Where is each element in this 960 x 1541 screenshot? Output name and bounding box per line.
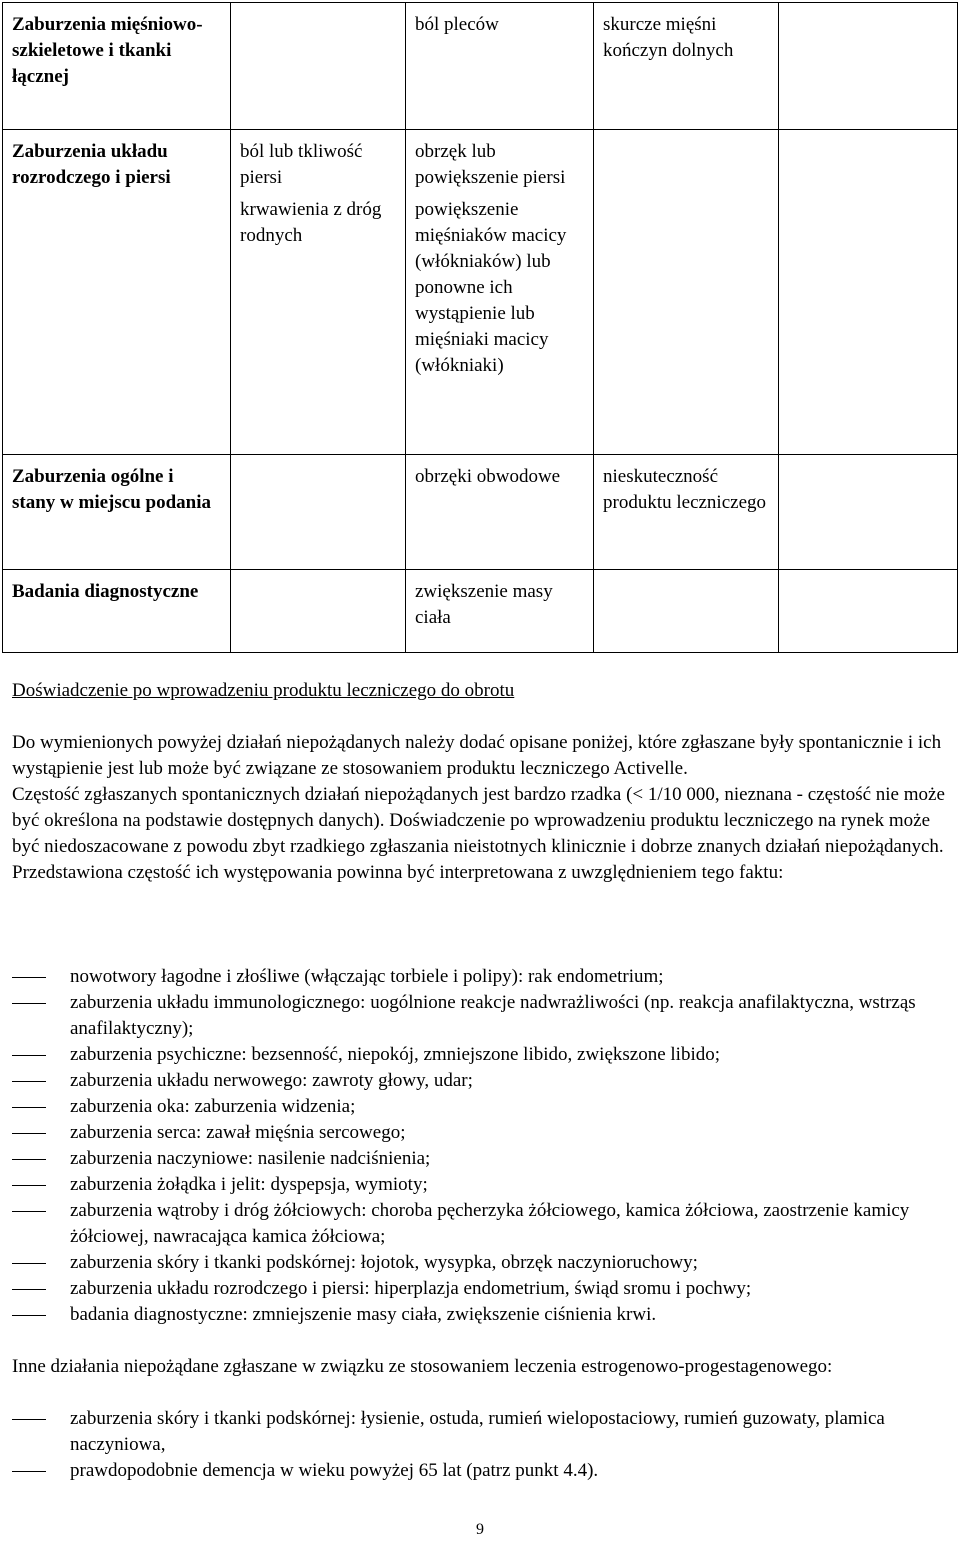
list-item: zaburzenia układu immunologicznego: uogólnione reakcje nadwrażliwości (np. reakcja anafilaktyczna, wstrząs anafilaktyczny); [12, 990, 947, 1042]
list-item: zaburzenia skóry i tkanki podskórnej: łojotok, wysypka, obrzęk naczynioruchowy; [12, 1250, 947, 1276]
frequency-cell [406, 3, 594, 130]
frequency-cell [231, 3, 406, 130]
list-item: nowotwory łagodne i złośliwe (włączając torbiele i polipy): rak endometrium; [12, 964, 947, 990]
reaction-text: krwawienia z dróg rodnych [240, 199, 382, 246]
reaction-text: powiększenie mięśniaków macicy (włókniaków) lub ponowne ich wystąpienie lub mięśniaki macicy (włókniaki) [415, 199, 567, 376]
list-item: zaburzenia naczyniowe: nasilenie nadciśnienia; [12, 1146, 947, 1172]
table-row [3, 3, 958, 130]
reaction-text: skurcze mięśni kończyn dolnych [603, 14, 734, 61]
adverse-reactions-table [2, 2, 958, 653]
frequency-cell [231, 570, 406, 653]
frequency-cell [231, 130, 406, 455]
list-item: zaburzenia oka: zaburzenia widzenia; [12, 1094, 947, 1120]
intro-paragraphs [12, 730, 947, 886]
page-number: 9 [476, 1521, 484, 1538]
reaction-text: nieskuteczność produktu leczniczego [603, 466, 767, 513]
list-item: badania diagnostyczne: zmniejszenie masy ciała, zwiększenie ciśnienia krwi. [12, 1302, 947, 1328]
list-item: zaburzenia żołądka i jelit: dyspepsja, wymioty; [12, 1172, 947, 1198]
list-item: prawdopodobnie demencja w wieku powyżej 65 lat (patrz punkt 4.4). [12, 1458, 947, 1484]
reaction-text: obrzęki obwodowe [415, 466, 561, 487]
soc-cell: Badania diagnostyczne [3, 570, 231, 653]
paragraph: Do wymienionych powyżej działań niepożądanych należy dodać opisane poniżej, które zgłaszane były spontanicznie i ich wystąpienie jest lub może być związane ze stosowaniem produktu leczniczego Activelle. [12, 732, 942, 779]
frequency-cell [594, 3, 779, 130]
table-row [3, 570, 958, 653]
frequency-cell [231, 455, 406, 570]
estrogen-progestagen-reaction-list [12, 1406, 947, 1484]
soc-cell: Zaburzenia mięśniowo-szkieletowe i tkanki łącznej [3, 3, 231, 130]
list-item: zaburzenia układu rozrodczego i piersi: hiperplazja endometrium, świąd sromu i pochwy; [12, 1276, 947, 1302]
frequency-cell [406, 570, 594, 653]
frequency-cell [594, 455, 779, 570]
table-row [3, 130, 958, 455]
frequency-cell [406, 130, 594, 455]
reaction-text: ból lub tkliwość piersi [240, 141, 363, 188]
paragraph: Inne działania niepożądane zgłaszane w związku ze stosowaniem leczenia estrogenowo-progestagenowego: [12, 1356, 833, 1377]
frequency-cell [779, 570, 958, 653]
list-item: zaburzenia psychiczne: bezsenność, niepokój, zmniejszone libido, zwiększone libido; [12, 1042, 947, 1068]
reaction-text: obrzęk lub powiększenie piersi [415, 141, 566, 188]
list-item: zaburzenia skóry i tkanki podskórnej: łysienie, ostuda, rumień wielopostaciowy, rumień guzowaty, plamica naczyniowa, [12, 1406, 947, 1458]
frequency-cell [406, 455, 594, 570]
frequency-cell [779, 3, 958, 130]
frequency-cell [594, 130, 779, 455]
paragraph: Częstość zgłaszanych spontanicznych działań niepożądanych jest bardzo rzadka (< 1/10 000, nieznana - częstość nie może być określona na podstawie dostępnych danych). Doświadczenie po wprowadzeniu produktu leczniczego na rynek może być niedoszacowane z powodu zbyt rzadkiego zgłaszania nieistotnych klinicznie i dobrze znanych działań niepożądanych. Przedstawiona częstość ich występowania powinna być interpretowana z uwzględnieniem tego faktu: [12, 784, 945, 883]
postmarketing-reaction-list [12, 964, 947, 1328]
frequency-cell [594, 570, 779, 653]
list-item: zaburzenia wątroby i dróg żółciowych: choroba pęcherzyka żółciowego, kamica żółciowa, zaostrzenie kamicy żółciowej, nawracająca kamica żółciowa; [12, 1198, 947, 1250]
reaction-text: zwiększenie masy ciała [415, 581, 553, 628]
frequency-cell [779, 455, 958, 570]
list-item: zaburzenia serca: zawał mięśnia sercowego; [12, 1120, 947, 1146]
soc-cell: Zaburzenia ogólne i stany w miejscu podania [3, 455, 231, 570]
table-row [3, 455, 958, 570]
section-heading: Doświadczenie po wprowadzeniu produktu leczniczego do obrotu [12, 680, 515, 701]
frequency-cell [779, 130, 958, 455]
list-item: zaburzenia układu nerwowego: zawroty głowy, udar; [12, 1068, 947, 1094]
soc-cell: Zaburzenia układu rozrodczego i piersi [3, 130, 231, 455]
reaction-text: ból pleców [415, 14, 499, 35]
